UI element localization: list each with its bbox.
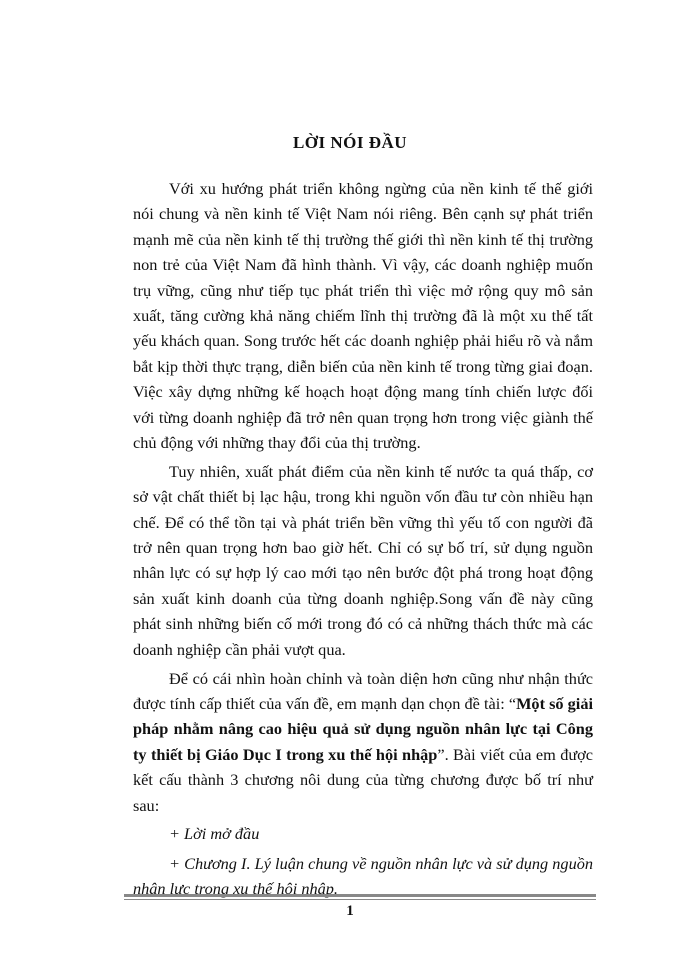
outline-item-intro: + Lời mở đầu <box>169 824 260 844</box>
body-text <box>133 176 593 906</box>
page-title: LỜI NÓI ĐẦU <box>292 133 408 152</box>
page-number: 1 <box>346 903 354 919</box>
topic-title: Một số giải pháp nhằm nâng cao hiệu quả sử dụng nguồn nhân lực tại Công ty thiết bị Giáo Dục I trong xu thế hội nhập <box>133 693 593 764</box>
footer-divider <box>124 894 596 900</box>
paragraph-1: Với xu hướng phát triển không ngừng của nền kinh tế thế giới nói chung và nền kinh tế Việt Nam nói riêng. Bên cạnh sự phát triển mạnh mẽ của nền kinh tế thị trường thế giới thì nền kinh tế thị trường non trẻ của Việt Nam đã hình thành. Vì vậy, các doanh nghiệp muốn trụ vững, cũng như tiếp tục phát triển thì việc mở rộng quy mô sản xuất, tăng cường khả năng chiếm lĩnh thị trường đã là một xu thế tất yếu khách quan. Song trước hết các doanh nghiệp phải hiểu rõ và nắm bắt kịp thời thực trạng, diễn biến của nền kinh tế trong từng giai đoạn. Việc xây dựng những kế hoạch hoạt động mang tính chiến lược đối với từng doanh nghiệp đã trở nên quan trọng hơn trong việc giành thế chủ động với những thay đổi của thị trường. <box>133 179 593 453</box>
topic-tail-text: ”. Bài viết của em được kết cấu thành 3 chương nôi dung của từng chương được bố trí như sau: <box>133 744 593 815</box>
topic-lead-text: Để có cái nhìn hoàn chỉnh và toàn diện hơn cũng như nhận thức được tính cấp thiết của vấn đề, em mạnh dạn chọn đề tài: “ <box>133 668 593 713</box>
outline-item-chapter-1: + Chương I. Lý luận chung về nguồn nhân lực và sử dụng nguồn nhân lực trong xu thế hội nhập. <box>133 853 593 899</box>
paragraph-2: Tuy nhiên, xuất phát điểm của nền kinh tế nước ta quá thấp, cơ sở vật chất thiết bị lạc hậu, trong khi nguồn vốn đầu tư còn nhiều hạn chế. Để có thể tồn tại và phát triển bền vững thì yếu tố con người đã trở nên quan trọng hơn bao giờ hết. Chỉ có sự bố trí, sử dụng nguồn nhân lực có sự hợp lý cao mới tạo nên bước đột phá trong hoạt động sản xuất kinh doanh của từng doanh nghiệp.Song vấn đề này cũng phát sinh những biến cố mới trong đó có cả những thách thức mà các doanh nghiệp cần phải vượt qua. <box>133 461 593 659</box>
paragraph-topic <box>133 666 593 818</box>
